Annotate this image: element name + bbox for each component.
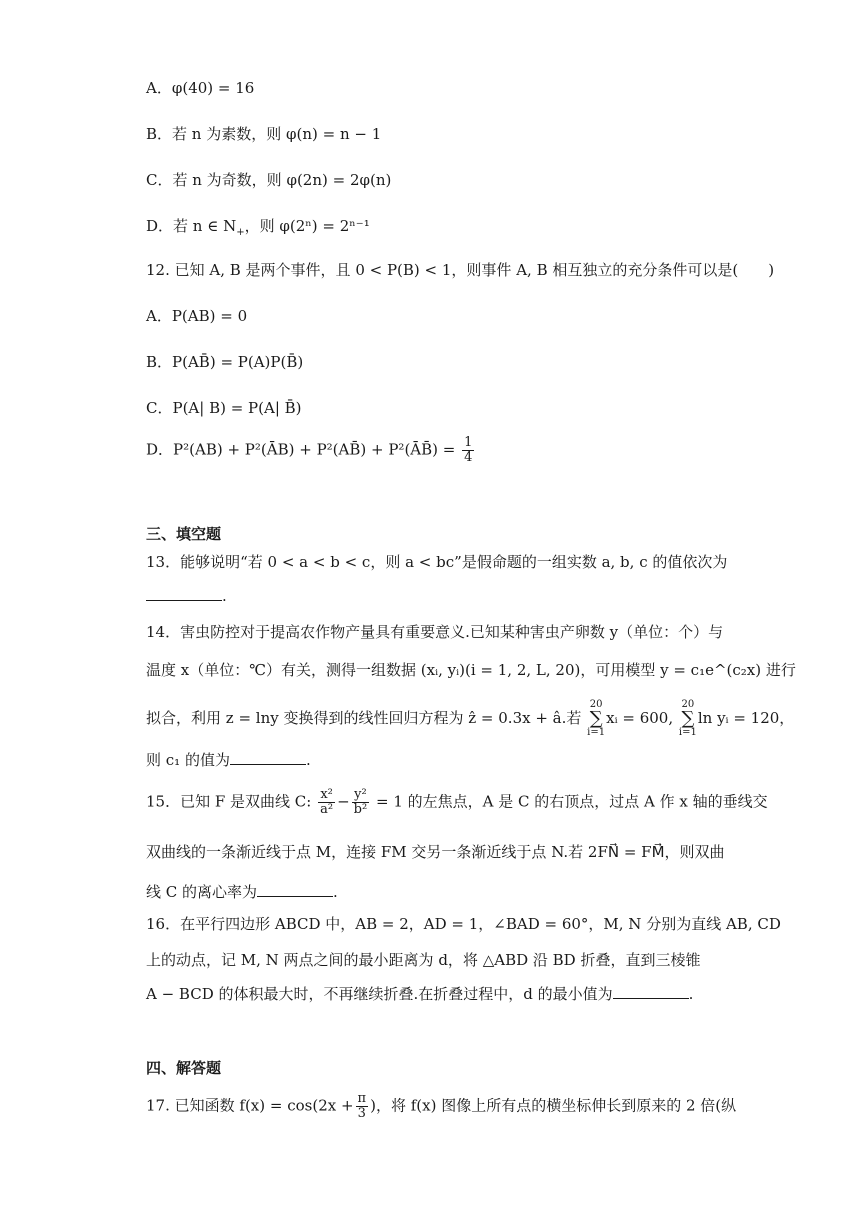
q15-end: . <box>333 883 338 901</box>
q15-line3 <box>146 882 338 902</box>
q15-fraction-y <box>352 788 370 817</box>
q11-option-d-post: ，则 φ(2ⁿ) = 2ⁿ⁻¹ <box>244 217 370 235</box>
q16-line1: 16．在平行四边形 ABCD 中，AB = 2，AD = 1，∠BAD = 60°，M, N 分别为直线 AB, CD <box>146 915 781 933</box>
q16-end: . <box>688 985 694 1003</box>
section4-title: 四、解答题 <box>146 1059 222 1077</box>
q16-answer-blank[interactable] <box>613 984 689 999</box>
q15-y-denominator: b² <box>353 802 368 817</box>
q13-end: . <box>222 587 227 605</box>
q16-line2: 上的动点，记 M, N 两点之间的最小距离为 d，将 △ABD 沿 BD 折叠，直到三棱锥 <box>146 951 701 969</box>
q11-option-a: A．φ(40) = 16 <box>146 79 255 97</box>
q12-d-denominator: 4 <box>464 450 473 465</box>
q12-option-d-fraction <box>462 436 474 465</box>
q11-option-d <box>146 216 370 243</box>
q12-d-numerator: 1 <box>464 435 473 450</box>
sigma-icon: ∑ <box>681 708 695 729</box>
q14-end: . <box>305 751 311 769</box>
q15-x-denominator: a² <box>320 802 334 817</box>
q17-denominator: 3 <box>357 1106 366 1121</box>
q14-sum2-lower: i=1 <box>678 727 697 738</box>
q15-fraction-x <box>318 788 335 817</box>
q11-option-c: C．若 n 为奇数，则 φ(2n) = 2φ(n) <box>146 171 392 189</box>
q15-line1-post: = 1 的左焦点，A 是 C 的右顶点，过点 A 作 x 轴的垂线交 <box>376 792 768 811</box>
q12-stem: 12. 已知 A, B 是两个事件，且 0 < P(B) < 1，则事件 A, B 相互独立的充分条件可以是( ) <box>146 261 775 279</box>
q12-option-d-pre: D．P²(AB) + P²(ĀB) + P²(AB̄) + P²(ĀB̄) = <box>146 440 456 459</box>
q11-option-d-pre: D．若 n ∈ N <box>146 217 237 235</box>
q12-option-b: B．P(AB̄) = P(A)P(B̄) <box>146 353 304 371</box>
q14-sum2 <box>679 700 697 738</box>
q16-line3 <box>146 984 693 1004</box>
q14-line4-text: 则 c₁ 的值为 <box>146 751 230 769</box>
q11-option-b: B．若 n 为素数，则 φ(n) = n − 1 <box>146 125 382 143</box>
q14-line3 <box>146 700 794 738</box>
q13-line1: 13．能够说明“若 0 < a < b < c，则 a < bc”是假命题的一组实数 a, b, c 的值依次为 <box>146 553 728 571</box>
q14-answer-blank[interactable] <box>230 750 306 765</box>
q15-y-numerator: y² <box>352 788 370 803</box>
q14-sum1-body: xᵢ = 600, <box>606 709 674 727</box>
q14-line3-pre: 拟合，利用 z = lny 变换得到的线性回归方程为 ẑ = 0.3x + â.若 <box>146 709 582 727</box>
section3-title: 三、填空题 <box>146 525 222 543</box>
q14-sum1-lower: i=1 <box>587 727 606 738</box>
q17-line1 <box>146 1092 736 1121</box>
q11-option-d-plus: + <box>236 227 245 238</box>
q12-option-c: C．P(A| B) = P(A| B̄) <box>146 399 302 417</box>
q14-sum2-body: ln yᵢ = 120， <box>697 709 795 727</box>
q17-fraction-pi-3 <box>356 1092 369 1121</box>
q15-x-numerator: x² <box>318 788 335 803</box>
q15-minus: − <box>337 792 350 811</box>
q14-line1: 14．害虫防控对于提高农作物产量具有重要意义.已知某种害虫产卵数 y（单位：个）与 <box>146 623 724 641</box>
q17-pre: 17. 已知函数 f(x) = cos <box>146 1096 313 1115</box>
q17-numerator: π <box>357 1091 367 1106</box>
q14-line2: 温度 x（单位：℃）有关，测得一组数据 (xᵢ, yᵢ)(i = 1, 2, L, 20)，可用模型 y = c₁e^(c₂x) 进行 <box>146 661 796 679</box>
q15-line1-pre: 15．已知 F 是双曲线 C: <box>146 792 312 811</box>
q17-paren-close: ) <box>370 1096 376 1115</box>
q13-answer-line <box>146 586 227 606</box>
q12-option-a: A．P(AB) = 0 <box>146 307 248 325</box>
q16-line3-text: A − BCD 的体积最大时，不再继续折叠.在折叠过程中，d 的最小值为 <box>146 985 613 1003</box>
sigma-icon: ∑ <box>589 708 603 729</box>
q15-line3-text: 线 C 的离心率为 <box>146 883 258 901</box>
q14-sum2-upper: 20 <box>681 699 695 710</box>
q15-line1 <box>146 788 768 817</box>
q14-line4 <box>146 750 311 770</box>
q12-option-d <box>146 436 476 465</box>
q15-line2: 双曲线的一条渐近线于点 M，连接 FM 交另一条渐近线于点 N.若 2FN⃗ = FM⃗，则双曲 <box>146 843 725 861</box>
q14-sum1-upper: 20 <box>589 699 603 710</box>
q17-post: ，将 f(x) 图像上所有点的横坐标伸长到原来的 2 倍(纵 <box>375 1096 737 1115</box>
q15-answer-blank[interactable] <box>257 882 333 897</box>
q13-answer-blank[interactable] <box>146 586 222 601</box>
q14-sum1 <box>587 700 605 738</box>
q17-paren-open: (2x + <box>312 1096 354 1115</box>
